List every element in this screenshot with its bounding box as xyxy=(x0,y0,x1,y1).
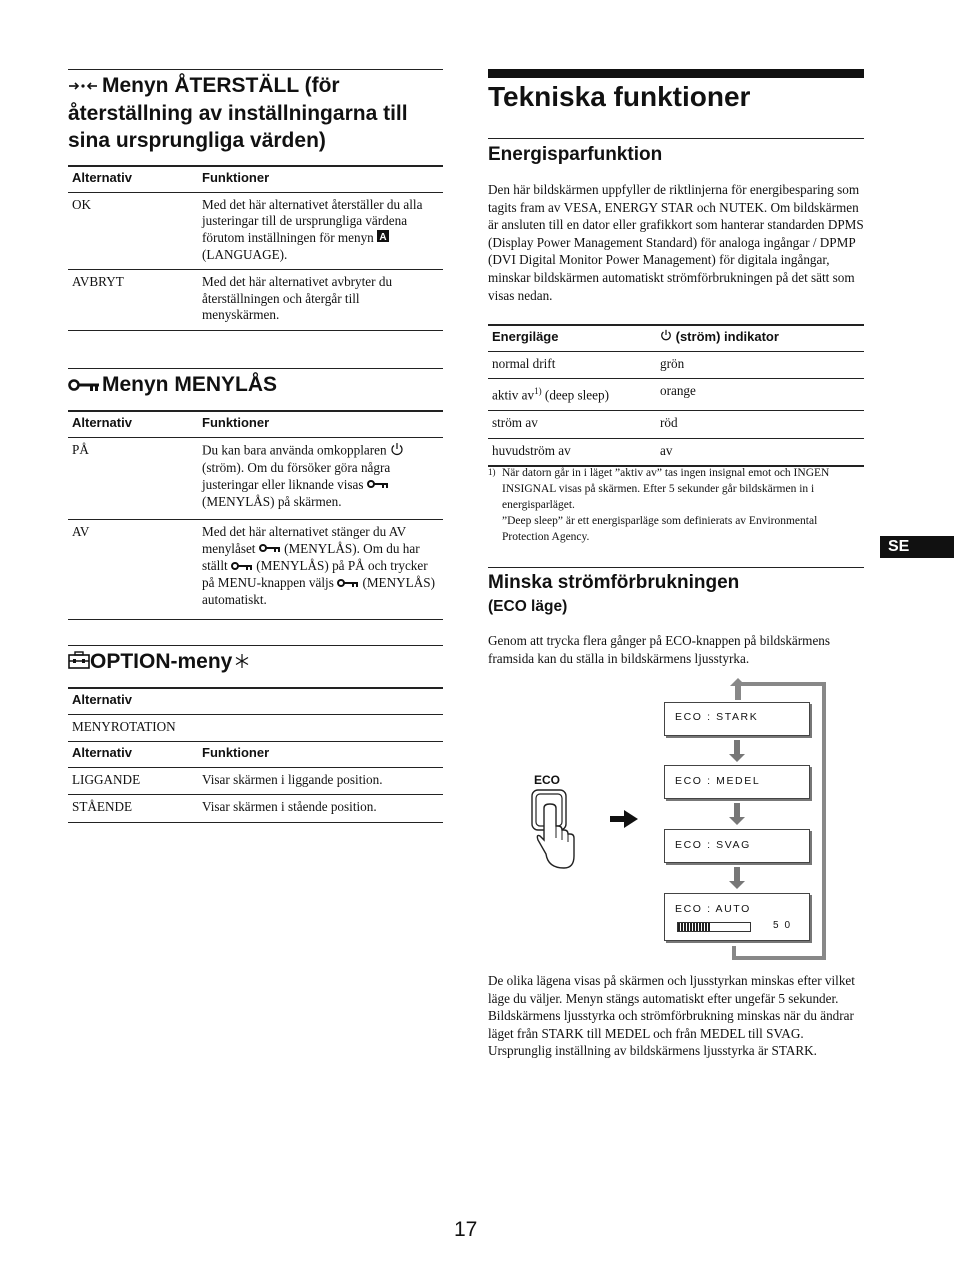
function-cell: Visar skärmen i liggande position. xyxy=(198,767,443,795)
function-cell: Visar skärmen i stående position. xyxy=(198,795,443,823)
column-header: Energiläge xyxy=(488,325,656,351)
option-cell: STÅENDE xyxy=(68,795,198,823)
option-cell: OK xyxy=(68,192,198,270)
column-header: Alternativ xyxy=(68,742,198,768)
option-table xyxy=(68,687,443,823)
function-cell: Du kan bara använda omkopplaren (ström). Om du försöker göra några justeringar eller liknande visas (MENYLÅS) på skärmen. xyxy=(198,437,443,520)
arrow-down-icon xyxy=(729,754,745,762)
power-icon xyxy=(660,329,672,346)
mode-cell: ström av xyxy=(488,411,656,439)
section-rule xyxy=(68,368,443,369)
energy-table xyxy=(488,324,864,467)
option-cell: AVBRYT xyxy=(68,270,198,331)
section-rule xyxy=(488,138,864,139)
footnote: När datorn går in i läget ”aktiv av” tas ingen insignal emot och INGEN INSIGNAL visas på skärmen. Efter 5 sekunder går bildskärmen in i energisparläget. ”Deep sleep” är ett energisparläge som definierats av Environmental Protection Agency. xyxy=(502,467,830,543)
eco-svag-box: ECO : SVAG xyxy=(664,829,810,863)
footnote-mark: 1) xyxy=(488,467,496,477)
option-cell: PÅ xyxy=(68,437,198,520)
lock-menu-heading: Menyn MENYLÅS xyxy=(68,371,277,399)
indicator-cell: röd xyxy=(656,411,864,439)
key-icon xyxy=(68,372,100,399)
language-icon xyxy=(377,230,389,247)
indicator-cell: grön xyxy=(656,351,864,379)
toolbox-icon xyxy=(68,649,90,676)
eco-medel-box: ECO : MEDEL xyxy=(664,765,810,799)
column-header: Funktioner xyxy=(198,166,443,192)
brightness-bar xyxy=(677,922,751,932)
eco-auto-box: ECO : AUTO 5 0 xyxy=(664,893,810,941)
table-row xyxy=(68,192,443,270)
reset-menu-heading: Menyn ÅTERSTÄLL (för återställning av inställningarna till sina ursprungliga värden) xyxy=(68,74,408,152)
key-icon xyxy=(259,541,281,558)
eco-subtitle: (ECO läge) xyxy=(488,598,568,615)
eco-intro: Genom att trycka flera gånger på ECO-knappen på bildskärmens framsida kan du ställa in bildskärmens ljusstyrka. xyxy=(488,633,831,666)
mode-cell: aktiv $av^{1)}$ (deep sleep) xyxy=(488,379,656,411)
section-rule xyxy=(68,69,443,70)
key-icon xyxy=(367,477,389,494)
eco-stark-box: ECO : STARK xyxy=(664,702,810,736)
mode-cell: huvudström av xyxy=(488,438,656,466)
column-header: (ström) indikator xyxy=(656,325,864,351)
arrow-down-icon xyxy=(729,817,745,825)
arrow-down-icon xyxy=(729,881,745,889)
section-rule xyxy=(68,645,443,646)
arrow-right-icon xyxy=(610,810,638,828)
title-bar xyxy=(488,69,864,78)
column-header: Funktioner xyxy=(198,742,443,768)
page-number: 17 xyxy=(454,1218,478,1241)
column-header: Funktioner xyxy=(198,411,443,437)
table-row xyxy=(68,270,443,331)
function-cell: Med det här alternativet avbryter du återställningen och återgår till menyskärmen. xyxy=(198,270,443,331)
asterisk-icon xyxy=(234,649,250,676)
table-row xyxy=(488,411,864,439)
eco-button-icon xyxy=(528,788,580,872)
option-menu-heading: OPTION-meny xyxy=(68,648,250,676)
energy-paragraph: Den här bildskärmen uppfyller de riktlinjerna för energibesparing som tagits fram av VESA, ENERGY STAR och NUTEK. Om bildskärmen är ansluten till en dator eller grafikkort som hanterar standarden DPMS (Display Power Management Standard) för analoga ingångar / DPMP (DVI Digital Monitor Power Management) för digitala ingångar, minskar bildskärmen automatiskt strömförbrukningen på det sätt som visas nedan. xyxy=(488,182,864,303)
table-row xyxy=(68,437,443,520)
column-header: Alternativ xyxy=(68,688,443,714)
eco-heading: Minska strömförbrukningen xyxy=(488,572,740,593)
table-row xyxy=(68,795,443,823)
reset-arrows-icon xyxy=(68,73,98,100)
key-icon xyxy=(337,576,359,593)
table-row xyxy=(68,714,443,742)
language-tab: SE xyxy=(880,536,954,558)
table-row xyxy=(488,379,864,411)
function-cell: Med det här alternativet återställer du alla justeringar till de ursprungliga värdena förutom inställningen för menyn A (LANGUAGE). xyxy=(198,192,443,270)
function-cell: Med det här alternativet stänger du AV menylåset (MENYLÅS). Om du har ställt (MENYLÅS) på PÅ och trycker på MENU-knappen väljs (MENYLÅS) automatiskt. xyxy=(198,520,443,620)
option-cell: AV xyxy=(68,520,198,620)
energy-heading: Energisparfunktion xyxy=(488,144,663,165)
column-header: Alternativ xyxy=(68,166,198,192)
option-cell: MENYROTATION xyxy=(68,714,443,742)
power-icon xyxy=(390,442,404,461)
eco-outro: De olika lägena visas på skärmen och ljusstyrkan minskas efter vilket läge du väljer. Menyn stängs automatiskt efter ungefär 5 sekunder. Bildskärmens ljusstyrka och strömförbrukning minskas när du ändrar läget från STARK till MEDEL och från MEDEL till SVAG. Ursprunglig inställning av bildskärmens ljusstyrka är STARK. xyxy=(488,973,855,1059)
option-cell: LIGGANDE xyxy=(68,767,198,795)
section-rule xyxy=(488,567,864,568)
key-icon xyxy=(231,559,253,576)
auto-value: 5 0 xyxy=(773,920,792,931)
indicator-cell: av xyxy=(656,438,864,466)
svg-text:A: A xyxy=(379,232,387,243)
mode-cell: normal drift xyxy=(488,351,656,379)
page-title: Tekniska funktioner xyxy=(488,81,751,112)
reset-table xyxy=(68,165,443,331)
table-row xyxy=(488,351,864,379)
column-header: Alternativ xyxy=(68,411,198,437)
indicator-cell: orange xyxy=(656,379,864,411)
lock-table xyxy=(68,410,443,620)
eco-button-label: ECO xyxy=(534,773,561,787)
table-row xyxy=(68,520,443,620)
table-row xyxy=(68,767,443,795)
table-row xyxy=(488,438,864,466)
